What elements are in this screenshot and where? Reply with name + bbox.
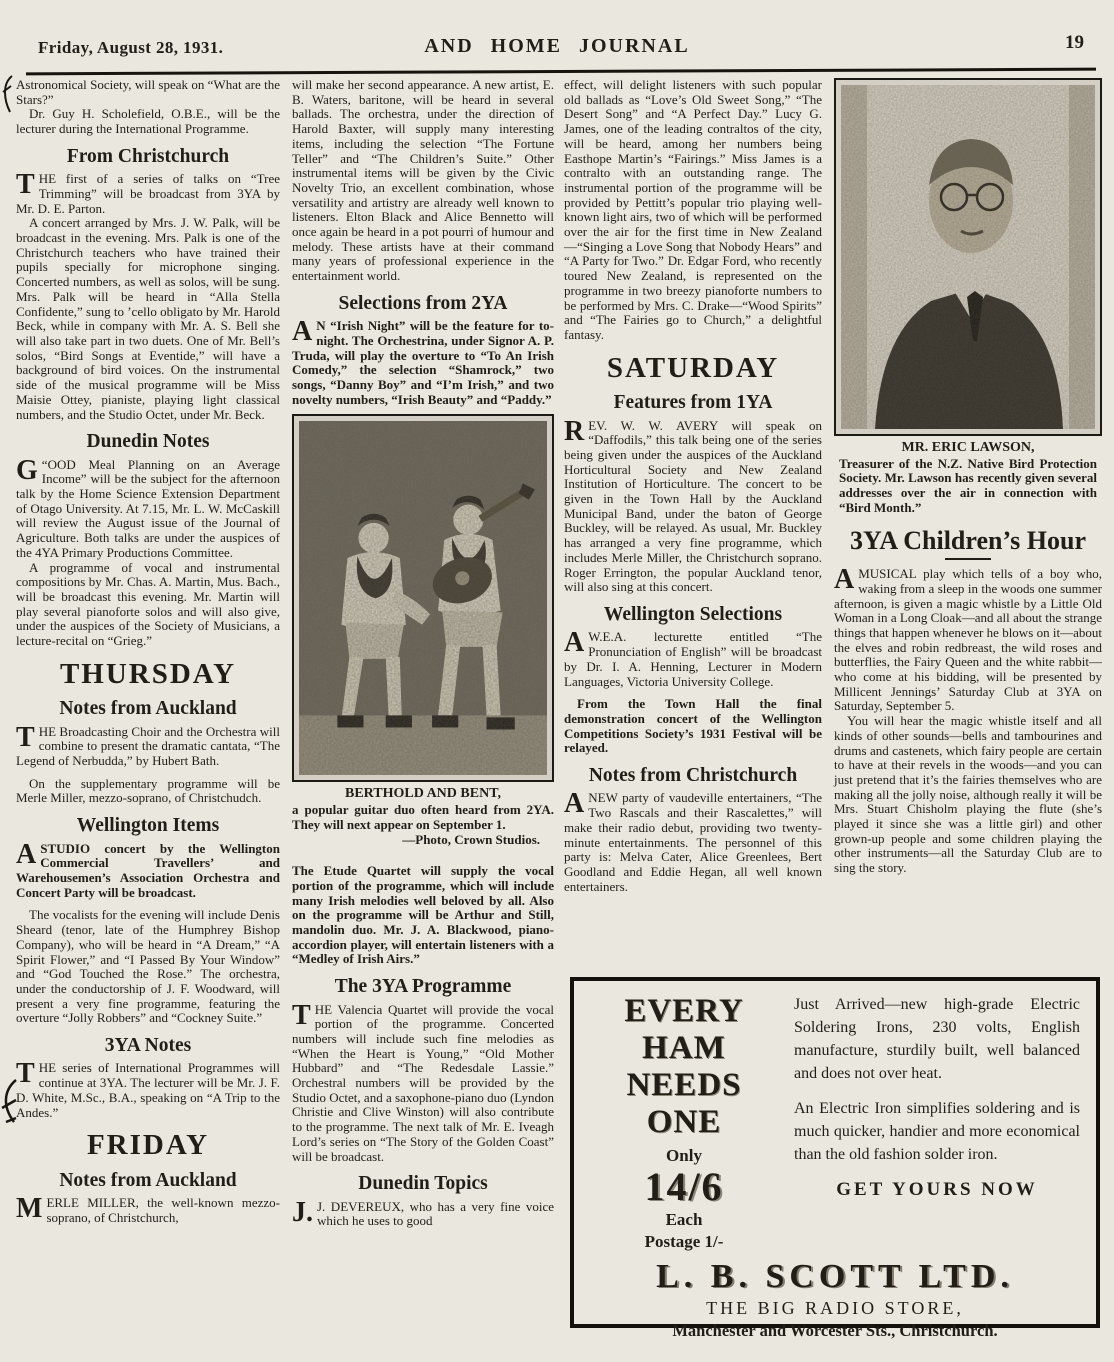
drop-cap: A: [16, 838, 37, 870]
halftone-photo-guitar-duo: [299, 421, 547, 776]
ad-postage: Postage 1/-: [644, 1231, 724, 1251]
column-3: [564, 78, 822, 894]
paragraph-text: OOD Meal Planning on an Average Income” will be the subject for the afternoon talk by the Home Science Extension Department of Otago University. At 7.15, Mr. L. W. McCaskill will review the August issue of the Journal of Agriculture. Both talks are under the auspices of the 4YA Primary Productions Committee.: [16, 456, 280, 560]
section-heading: Notes from Auckland: [59, 1169, 237, 1191]
paragraph: effect, will delight listeners with such popular old ballads as “Love’s Old Sweet Song,” “The Desert Song” and “A Perfect Day.” Lucy G. James, one of the leading contraltos of the city, will be heard, among her numbers being Easthope Martin’s “Fairings.” Miss James is a contralto with an outstanding range. The instrumental portion of the programme will be provided by Pettitt’s popular trio playing well-known light airs, two of which will be performed over the air for the first time in New Zealand—“Singing a Love Song that Nobody Hears” and “A Party for Two.” Dr. Edgar Ford, who recently toured New Zealand, is represented on the programme in two breezy pianoforte numbers to be performed by Mrs. C. Drake—“Wood Spirits” and “The Fairies go to Church,” a delightful fantasy.: [564, 77, 822, 342]
paragraph: [564, 415, 822, 595]
section-heading: Wellington Selections: [603, 603, 783, 625]
day-heading: FRIDAY: [86, 1129, 210, 1162]
drop-cap: T: [16, 1058, 35, 1090]
ad-headline-line: NEEDS: [626, 1066, 742, 1103]
paragraph: A concert arranged by Mrs. J. W. Palk, will be broadcast in the evening. Mrs. Palk is one of the Christchurch teachers who have trained their pupils specially for microphone singing. Concerted numbers, as well as solos, will be sung. Mrs. Palk will be heard in “Alla Stella Confidente,” sung to ’cello obligato by Mr. Harold Beck, while in company with Mr. A. S. Bell she will also take part in two duets. One of Mr. Bell’s solos, “Bird Songs at Eventide,” will have a background of bird voices. On the instrumental side of the musical programme will be Miss Maisie Ottey, pianiste, playing light classical numbers, and the Studio Octet, under Mr. Beck.: [16, 215, 280, 422]
paragraph: [16, 721, 280, 769]
day-heading: SATURDAY: [606, 351, 780, 384]
section-heading: Wellington Items: [76, 815, 220, 837]
ad-each-label: Each: [665, 1209, 703, 1229]
ad-paragraph: An Electric Iron simplifies soldering and is much quicker, handier and more economical than the old fashion solder iron.: [794, 1100, 1080, 1163]
leading-quote: “: [41, 456, 48, 472]
paragraph: [292, 1196, 554, 1229]
drop-cap: M: [16, 1193, 43, 1225]
paragraph: The Etude Quartet will supply the vocal portion of the programme, which will include many Irish melodies well beloved by all. Also on the programme will be Arthur and Still, mandolin duo. Mr. J. A. Blackwood, piano-accordion player, will entertain listeners with a “Medley of Irish Airs.”: [292, 863, 554, 967]
paragraph: [292, 316, 554, 407]
paragraph: [564, 627, 822, 689]
paragraph-text: W.E.A. lecturette entitled “The Pronunciation of English” will be broadcast by Dr. I. A. Henning, Lecturer in Modern Languages, Victoria University College.: [564, 629, 822, 689]
ink-mark: [0, 74, 16, 114]
journal-title: AND HOME JOURNAL: [424, 35, 690, 57]
photo-caption-title: MR. ERIC LAWSON,: [901, 440, 1035, 455]
section-heading: The 3YA Programme: [334, 976, 512, 998]
paragraph: [16, 1058, 280, 1120]
ad-headline-block: [590, 993, 778, 1252]
paragraph: On the supplementary programme will be Merle Miller, mezzo-soprano, of Christchudch.: [16, 775, 280, 806]
masthead-rule: [26, 68, 1096, 76]
drop-cap: T: [16, 721, 35, 753]
paragraph-text: STUDIO concert by the Wellington Commercial Travellers’ and Warehousemen’s Association Orchestra and Concert Party will be broadcast.: [16, 840, 280, 900]
section-heading: Features from 1YA: [613, 392, 773, 414]
masthead: [0, 30, 1114, 66]
paragraph: [16, 838, 280, 901]
heading-divider: [945, 558, 991, 560]
ad-headline-line: EVERY: [624, 993, 744, 1029]
paragraph-text: N “Irish Night” will be the feature for to-night. The Orchestrina, under Signor A. P. Truda, will play the overture to “To An Irish Comedy,” the selection “Shamrock,” two songs, “Danny Boy” and “I’m Irish,” and two novelty numbers, “Irish Beauty” and “Paddy.”: [292, 318, 554, 407]
berthold-bent-photo: [292, 414, 554, 783]
column-4: [834, 78, 1102, 876]
ad-price: 14/6: [644, 1163, 724, 1209]
section-heading: Dunedin Notes: [86, 431, 210, 453]
ad-call-to-action: GET YOURS NOW: [836, 1179, 1038, 1200]
eric-lawson-photo: [834, 78, 1102, 436]
paragraph: You will hear the magic whistle itself and all kinds of other sounds—bells and tambourines and drums and castenets, which fairy people are certain to have at their revels in the woods—and you can just pretend that it’s the fairies themselves who are making all the jolly noise, although really it will be Mrs. Stuart Chisholm playing the flute (she’s played it since she was a little girl) and other grown-up people and some children playing the other instruments—all the Saturday Club are to sing the story.: [834, 713, 1102, 876]
section-heading: Dunedin Topics: [358, 1173, 488, 1195]
ad-paragraph: Just Arrived—new high-grade Electric Soldering Irons, 230 volts, English manufacture, sturdily built, well balanced and does not over heat.: [794, 996, 1080, 1082]
paragraph: Astronomical Society, will speak on “What are the Stars?”: [16, 77, 280, 107]
section-heading: Selections from 2YA: [338, 292, 508, 314]
ad-company-name: L. B. SCOTT LTD.: [656, 1257, 1014, 1295]
advertisement: [570, 977, 1100, 1341]
ad-copy-block: [778, 993, 1080, 1252]
paragraph: Dr. Guy H. Scholefield, O.B.E., will be the lecturer during the International Programme.: [16, 106, 280, 137]
photo-caption: a popular guitar duo often heard from 2YA. They will next appear on September 1.: [292, 802, 554, 832]
section-heading: 3YA Children’s Hour: [850, 525, 1086, 555]
drop-cap: A: [564, 627, 585, 659]
section-heading: From Christchurch: [66, 145, 230, 167]
paragraph: [564, 788, 822, 894]
drop-cap: A: [564, 788, 585, 820]
drop-cap: G: [16, 454, 38, 486]
column-2: [292, 78, 554, 1229]
paragraph-text: EV. W. W. AVERY will speak on “Daffodils,” this talk being one of the series being given under the auspices of the Auckland Horticultural Society and New Zealand Institution of Horticulture. The concert to be given in the Town Hall by the Auckland Municipal Band, under the baton of George Buckley, will be relayed. As usual, Mr. Buckley has arranged a very fine programme, which includes Merle Miller, the Christchurch soprano. Roger Errington, the popular Auckland tenor, will also sing at this concert.: [564, 417, 822, 595]
section-heading: 3YA Notes: [104, 1035, 192, 1057]
drop-cap: A: [292, 316, 313, 348]
drop-cap: J.: [292, 1196, 313, 1228]
day-heading: THURSDAY: [59, 657, 237, 690]
ad-store-tagline: THE BIG RADIO STORE,: [706, 1298, 964, 1319]
drop-cap: T: [292, 999, 311, 1031]
drop-cap: T: [16, 169, 35, 201]
halftone-portrait-photo: [841, 85, 1095, 429]
ad-columns: [590, 993, 1080, 1252]
photo-credit: —Photo, Crown Studios.: [402, 832, 540, 848]
paragraph: [16, 1193, 280, 1225]
paragraph-text: HE first of a series of talks on “Tree Trimming” will be broadcast from 3YA by Mr. D. E. Parton.: [16, 171, 280, 216]
column-1: [16, 78, 280, 1226]
photo-caption: Treasurer of the N.Z. Native Bird Protection Society. Mr. Lawson has recently given several addresses over the air in connection with “Bird Month.”: [839, 455, 1097, 515]
paragraph: From the Town Hall the final demonstration concert of the Wellington Competitions Society’s 1931 Festival will be relayed.: [564, 696, 822, 756]
paragraph-text: J. DEVEREUX, who has a very fine voice which he uses to good: [317, 1198, 554, 1229]
section-heading: Notes from Christchurch: [588, 765, 798, 787]
drop-cap: A: [834, 564, 855, 596]
paragraph: [16, 169, 280, 216]
issue-date: Friday, August 28, 1931.: [38, 38, 224, 57]
paragraph-text: NEW party of vaudeville entertainers, “The Two Rascals and their Rascalettes,” will make their radio debut, providing two twenty-minute entertainments. The personnel of this party is: Melva Cater, Alice Greenlees, Bert Goodland and Eddie Hegan, all well known entertainers.: [564, 790, 822, 894]
ad-only-label: Only: [666, 1145, 702, 1165]
paragraph-text: ERLE MILLER, the well-known mezzo-soprano, of Christchurch,: [46, 1195, 280, 1225]
paragraph: The vocalists for the evening will include Denis Sheard (tenor, late of the Humphrey Bishop Company), who will be heard in “A Dream,” “A Spirit Flower,” and “I Passed By Your Window” and “God Touched the Rose.” The orchestra, under the conductorship of J. F. Woodward, will present a very fine programme, featuring the overture “Jolly Robbers” and “Cockney Suite.”: [16, 907, 280, 1026]
paragraph-text: HE Valencia Quartet will provide the vocal portion of the programme. Concerted numbers will include such fine melodies as “When the Heart is Young,” “Old Mother Hubbard” and “The Redesdale Lassie.” Orchestral numbers will be provided by the Studio Octet, and a saxophone-piano duo (Lyndon Christie and Clive Winston) will also contribute to the programme. The next talk of Mr. E. Iveagh Lord’s series on “The Story of the Golden Coast” will be broadcast.: [292, 1001, 554, 1164]
paragraph: [16, 454, 280, 561]
paragraph-text: HE series of International Programmes will continue at 3YA. The lecturer will be Mr. J. F. D. White, M.Sc., B.A., speaking on “A Trip to the Andes.”: [16, 1060, 280, 1120]
section-heading: Notes from Auckland: [59, 698, 237, 720]
paragraph: [292, 999, 554, 1165]
drop-cap: R: [564, 415, 585, 447]
paragraph: [834, 564, 1102, 714]
photo-caption-title: BERTHOLD AND BENT,: [344, 786, 501, 802]
paragraph: A programme of vocal and instrumental compositions by Mr. Chas. A. Martin, Mus. Bach., will be broadcast this evening. Mr. Martin will play several pianoforte solos and will also give, under the auspices of the Society of Musicians, a lecture-recital on “Grieg.”: [16, 559, 280, 649]
ad-headline-line: ONE: [646, 1103, 722, 1140]
ad-headline-line: HAM: [642, 1029, 726, 1066]
paragraph: will make her second appearance. A new artist, E. B. Waters, baritone, will be heard in several ballads. The orchestra, under the direction of Harold Baxter, will supply many interesting items, including the selection “The Fortune Teller” and “The Children’s Suite.” Other instrumental items will be given by the Civic Novelty Trio, an excellent combination, whose versatility and artistry are already well known to listeners. Elton Black and Alice Bennetto will once again be heard in a pot pourri of humour and melody. These artists have at their command many years of professional experience in the entertainment world.: [292, 77, 554, 284]
paragraph-text: HE Broadcasting Choir and the Orchestra will combine to present the dramatic cantata, “The Legend of Nerbudda,” by Hubert Bath.: [16, 723, 280, 769]
ad-address: Manchester and Worcester Sts., Christchurch.: [672, 1321, 998, 1341]
page-number: 19: [1065, 32, 1084, 53]
paragraph-text: MUSICAL play which tells of a boy who, waking from a sleep in the woods one summer afternoon, is given a magic whistle by a Little Old Woman in a Long Cloak—and all about the strange things that happen whenever he blows on it—about the elves and robin redbreast, the wild roses and butterflies, the Fairy Queen and the white rabbit—who come at his bidding, will be presented by Millicent Jennings’ Saturday Club at 3YA on Saturday, September 5.: [834, 566, 1102, 714]
